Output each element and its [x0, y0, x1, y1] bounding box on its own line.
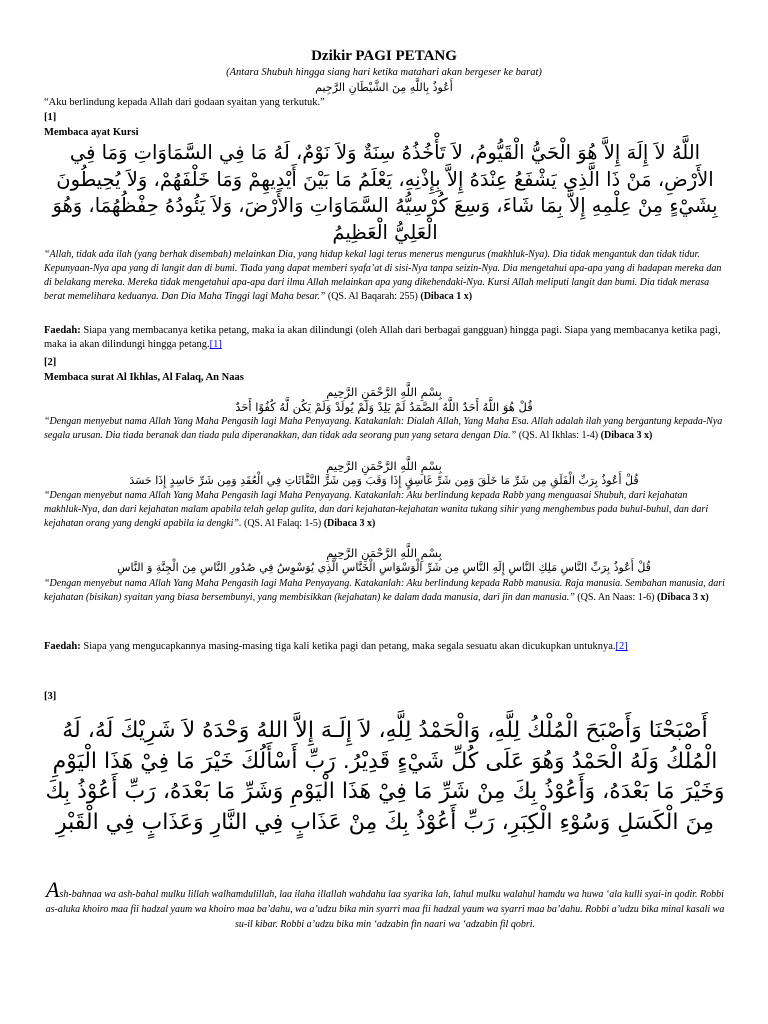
- falaq-translation-block: [44, 489, 726, 531]
- basmalah-ikhlas: بِسْمِ اللَّهِ الرَّحْمَنِ الرَّحِيمِ: [326, 385, 442, 399]
- ikhlas-translation: “Dengan menyebut nama Allah Yang Maha Pengasih lagi Maha Penyayang. Katakanlah: Dialah Allah, Yang Maha Esa. Allah adalah ilah yang bergantung kepada-Nya segala urusan. Dia tiada beranak dan tiada pula diperanakkan, dan tidak ada seorang pun yang setara dengan Dia.”: [44, 416, 723, 441]
- dzikir-pagi-latin: sh-bahnaa wa ash-bahal mulku lillah walhamdulillah, laa ilaha illallah wahdahu laa syarika lah, lahul mulku walahul hamdu wa huwa ‘ala kulli syai-in qodir. Robbi as-aluka khoiro maa fii hadzal yaum wa khoiro maa ba’dahu, wa a’udzu bika min syarri maa fii hadzal yaum wa syarri maa ba’dahu. Robbi a’udzu bika minal kasali wa su-il kibar. Robbi a’udzu bika min ‘adzabin fin naari wa ‘adzabin fil qobri.: [45, 889, 725, 930]
- ikhlas-translation-block: [44, 415, 726, 443]
- section-number-1: [1]: [44, 112, 57, 123]
- ayat-kursi-source: (QS. Al Baqarah: 255): [325, 291, 421, 302]
- faedah-2: [44, 640, 726, 654]
- ayat-kursi-count: (Dibaca 1 x): [420, 291, 473, 302]
- ayat-kursi-translation-block: [44, 248, 726, 304]
- faedah-label: Faedah:: [44, 641, 81, 652]
- ayat-kursi-translation: “Allah, tidak ada ilah (yang berhak disembah) melainkan Dia, yang hidup kekal lagi terus menerus mengurus (makhluk-Nya). Dia tidak mengantuk dan tidak tidur. Kepunyaan-Nya apa yang di langit dan di bumi. Tiada yang dapat memberi syafa’at di sisi-Nya tanpa seizin-Nya. Dia mengetahui apa-apa yang di hadapan mereka dan di belakang mereka. Mereka tidak mengetahui apa-apa dari ilmu Allah melainkan apa yang dikehendaki-Nya. Kursi Allah meliputi langit dan bumi. Dia tidak merasa berat memelihara keduanya. Dan Dia Maha Tinggi lagi Maha besar.”: [44, 249, 722, 302]
- basmalah-naas: بِسْمِ اللَّهِ الرَّحْمَنِ الرَّحِيمِ: [326, 546, 442, 560]
- naas-source: (QS. An Naas: 1-6): [574, 592, 657, 603]
- falaq-count: (Dibaca 3 x): [323, 518, 376, 529]
- section-number-2: [2]: [44, 357, 57, 368]
- naas-arabic: قُلْ أَعُوذُ بِرَبِّ النَّاسِ مَلِكِ النَّاسِ إِلَهِ النَّاسِ مِن شَرِّ الْوَسْوَاسِ الْخَنَّاسِ الَّذِي يُوَسْوِسُ فِي صُدُورِ النَّاسِ مِنَ الْجِنَّةِ وَ النَّاسِ: [117, 561, 651, 574]
- falaq-arabic: قُلْ أَعُوذُ بِرَبِّ الْفَلَقِ مِن شَرِّ مَا خَلَقَ وَمِن شَرِّ غَاسِقٍ إِذَا وَقَبَ وَمِن شَرِّ النَّفَّاثَاتِ فِي الْعُقَدِ وَمِن شَرِّ حَاسِدٍ إِذَا حَسَدَ: [129, 474, 639, 487]
- faedah-text: Siapa yang mengucapkannya masing-masing tiga kali ketika pagi dan petang, maka segala sesuatu akan dicukupkan untuknya.: [80, 641, 616, 652]
- section-heading-ayat-kursi: Membaca ayat Kursi: [44, 127, 139, 138]
- naas-translation-block: [44, 577, 726, 605]
- naas-translation: “Dengan menyebut nama Allah Yang Maha Pengasih lagi Maha Penyayang. Katakanlah: Aku berlindung kepada Rabb manusia. Raja manusia. Sembahan manusia, dari kejahatan (bisikan) syaitan yang biasa bersembunyi, yang membisikkan (kejahatan) ke dalam dada manusia, dari jin dan manusia.”: [44, 578, 725, 603]
- faedah-label: Faedah:: [44, 325, 81, 336]
- falaq-source: (QS. Al Falaq: 1-5): [241, 518, 324, 529]
- page-subtitle: (Antara Shubuh hingga siang hari ketika matahari akan bergeser ke barat): [226, 67, 542, 78]
- taawudz-arabic: أَعُوذُ بِاللَّهِ مِنَ الشَّيْطَانِ الرَّجِيم: [315, 81, 453, 94]
- faedah-1: [44, 324, 726, 352]
- basmalah-falaq: بِسْمِ اللَّهِ الرَّحْمَنِ الرَّحِيمِ: [326, 459, 442, 473]
- ikhlas-count: (Dibaca 3 x): [600, 430, 653, 441]
- footnote-link-2[interactable]: [2]: [615, 641, 628, 652]
- faedah-text: Siapa yang membacanya ketika petang, maka ia akan dilindungi (oleh Allah dari berbagai gangguan) hingga pagi. Siapa yang membacanya ketika pagi, maka ia akan dilindungi hingga petang.: [44, 325, 721, 350]
- dzikir-pagi-arabic: أَصْبَحْنَا وَأَصْبَحَ الْمُلْكُ لِلَّهِ، وَالْحَمْدُ لِلَّهِ، لاَ إِلَـهَ إِلاَّ اللهُ وَحْدَهُ لاَ شَرِيْكَ لَهُ، لَهُ الْمُلْكُ وَلَهُ الْحَمْدُ وَهُوَ عَلَى كُلِّ شَيْءٍ قَدِيْرُ. رَبِّ أَسْأَلُكَ خَيْرَ مَا فِيْ هَذَا الْيَوْمِ وَخَيْرَ مَا بَعْدَهُ، وَأَعُوْذُ بِكَ مِنْ شَرِّ مَا فِيْ هَذَا الْيَوْمِ وَشَرِّ مَا بَعْدَهُ، رَبِّ أَعُوْذُ بِكَ مِنَ الْكَسَلِ وَسُوْءِ الْكِبَرِ، رَبِّ أَعُوْذُ بِكَ مِنْ عَذَابٍ فِي النَّارِ وَعَذَابٍ فِي الْقَبْرِ: [45, 718, 725, 835]
- ayat-kursi-arabic: اللَّهُ لاَ إِلَهَ إِلاَّ هُوَ الْحَيُّ الْقَيُّومُ، لاَ تَأْخُذُهُ سِنَةٌ وَلاَ نَوْمٌ، لَهُ مَا فِي السَّمَاوَاتِ وَمَا فِي الأَرْضِ، مَنْ ذَا الَّذِي يَشْفَعُ عِنْدَهُ إِلاَّ بِإِذْنِهِ، يَعْلَمُ مَا بَيْنَ أَيْدِيهِمْ وَمَا خَلْفَهُمْ، وَلاَ يُحِيطُونَ بِشَيْءٍ مِنْ عِلْمِهِ إِلاَّ بِمَا شَاءَ، وَسِعَ كُرْسِيُّهُ السَّمَاوَاتِ وَالأَرْضَ، وَلاَ يَئُودُهُ حِفْظُهُمَا، وَهُوَ الْعَلِيُّ الْعَظِيمُ: [52, 141, 718, 244]
- ikhlas-source: (QS. Al Ikhlas: 1-4): [516, 430, 601, 441]
- dropcap-letter: A: [46, 877, 60, 902]
- page-title: Dzikir PAGI PETANG: [311, 48, 457, 64]
- naas-count: (Dibaca 3 x): [656, 592, 709, 603]
- taawudz-translation: “Aku berlindung kepada Allah dari godaan syaitan yang terkutuk.”: [44, 97, 325, 108]
- section-heading-tiga-qul: Membaca surat Al Ikhlas, Al Falaq, An Naas: [44, 372, 244, 383]
- section-number-3: [3]: [44, 691, 57, 702]
- dzikir-pagi-latin-block: [44, 877, 726, 932]
- footnote-link-1[interactable]: [1]: [209, 339, 222, 350]
- ikhlas-arabic: قُلْ هُوَ اللَّهُ أَحَدٌ اللَّهُ الصَّمَدُ لَمْ يَلِدْ وَلَمْ يُولَدْ وَلَمْ يَكُن لَّهُ كُفُوًا أَحَدٌ: [235, 400, 533, 414]
- falaq-translation: “Dengan menyebut nama Allah Yang Maha Pengasih lagi Maha Penyayang. Katakanlah: Aku berlindung kepada Rabb yang menguasai Shubuh, dari kejahatan makhluk-Nya, dan dari kejahatan malam apabila telah gelap gulita, dan dari kejahatan-kejahatan wanita tukang sihir yang menghembus pada buhul-buhul, dan dari kejahatan orang yang dengki apabila ia dengki”.: [44, 490, 709, 529]
